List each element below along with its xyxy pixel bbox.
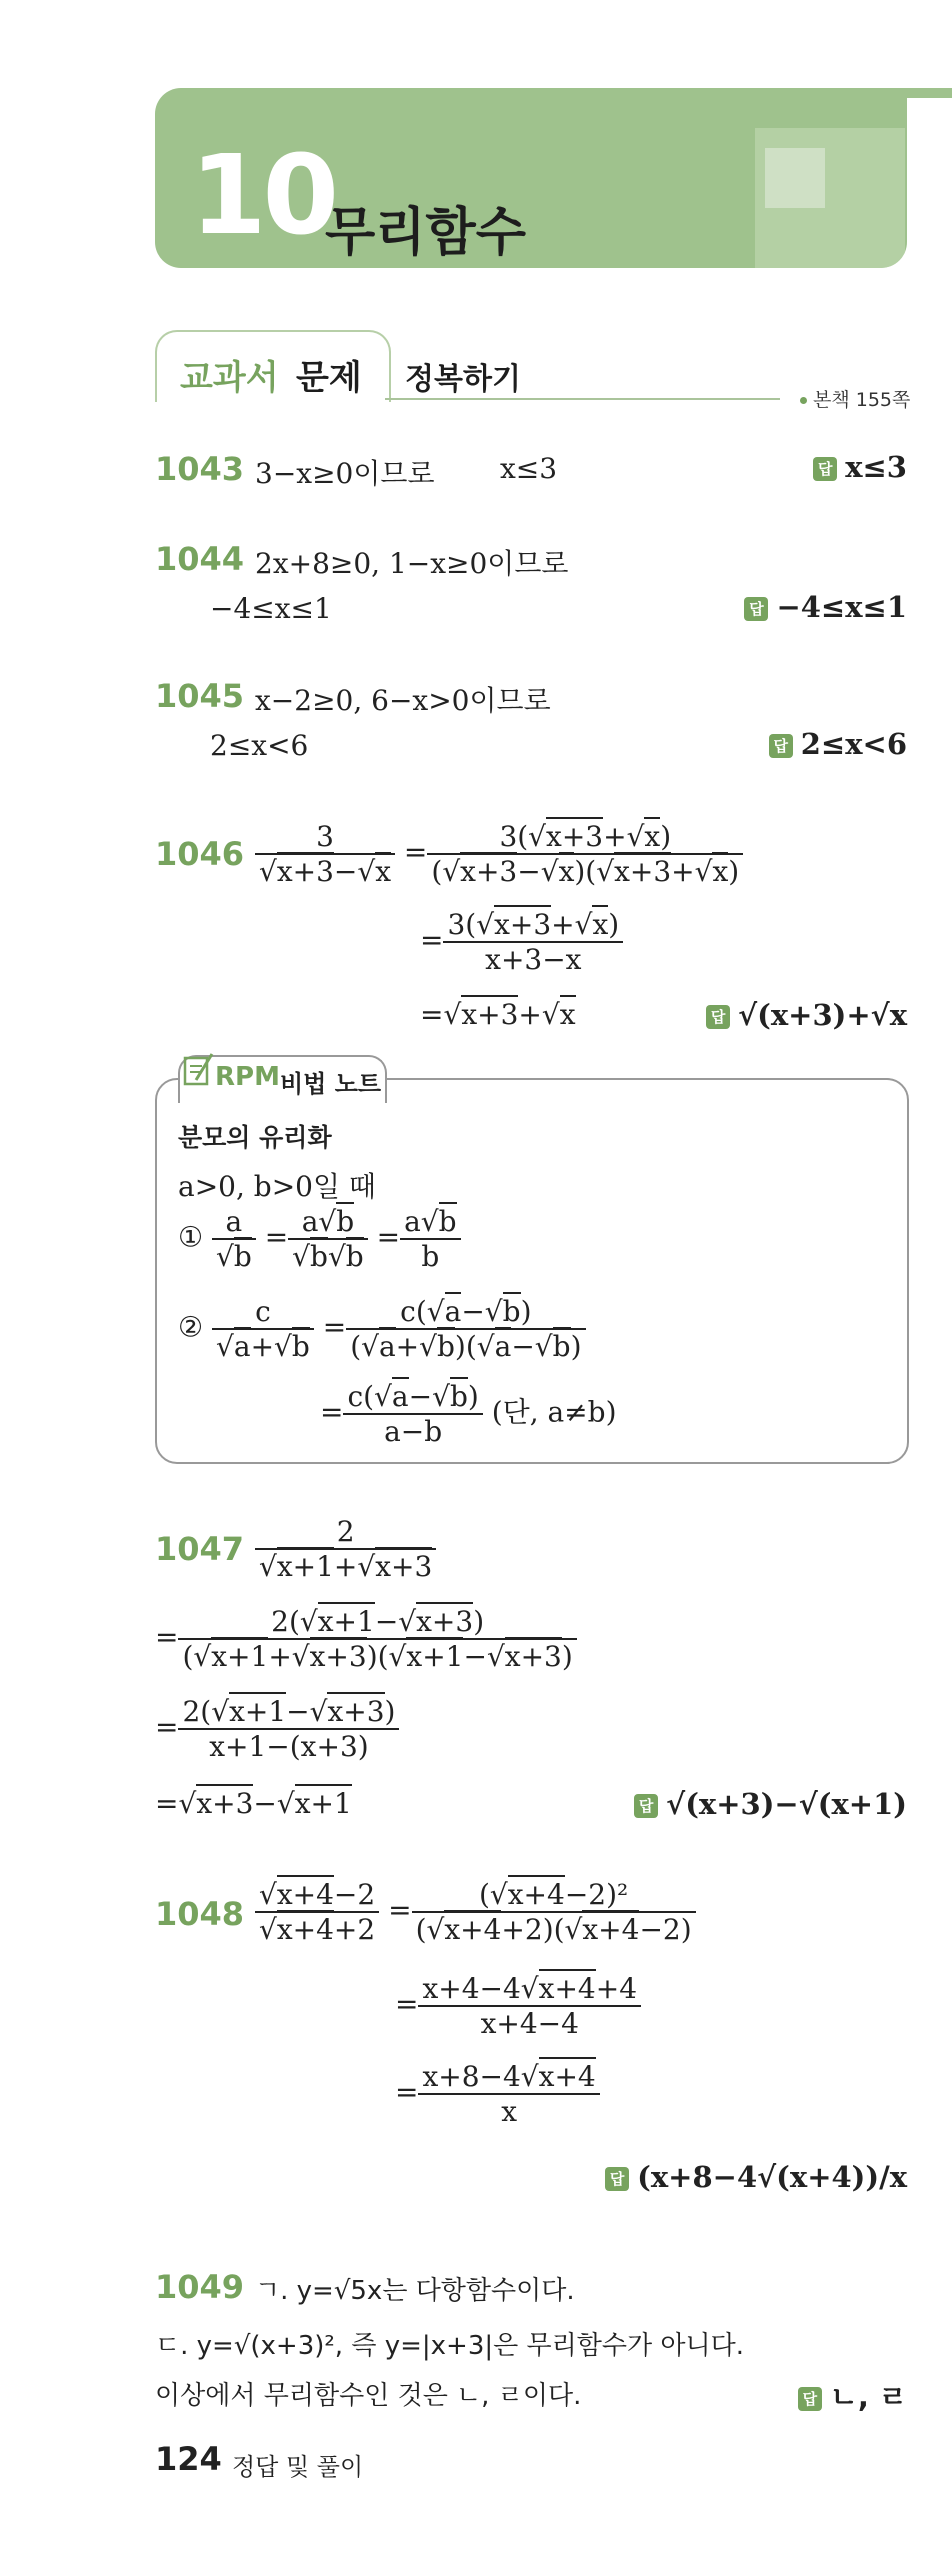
solution-line: x≤3 xyxy=(500,452,558,485)
equation-line: = $\frac{x+4-4√x+4+4}{x+4-4}$ xyxy=(395,1972,641,2040)
answer-badge-icon: 답 xyxy=(744,597,768,621)
page-number: 124 xyxy=(155,2440,222,2478)
equation-line: =√x+3+√x xyxy=(420,998,576,1031)
answer: 답 ㄴ, ㄹ xyxy=(798,2375,907,2416)
banner-decoration xyxy=(765,148,825,208)
solution-line: x−2≥0, 6−x>0이므로 xyxy=(255,684,551,717)
problem-number: 1049 xyxy=(155,2268,245,2306)
section-tab-label-a: 교과서 xyxy=(180,358,279,398)
chapter-number: 10 xyxy=(190,131,336,259)
page-reference: 본책 155쪽 xyxy=(800,385,910,412)
equation-line: $\frac{√x+4-2}{√x+4+2}$ = $\frac{\text{(√x+4−2)²}}{(√x+4+2)(√x+4-2)}$ xyxy=(255,1878,696,1946)
answer: 답 √(x+3)+√x xyxy=(706,998,907,1032)
solution-line: 2≤x<6 xyxy=(210,729,309,762)
note-formula-2: ② $\frac{c}{√a+√b}$ = $\frac{c(√a-√b)}{(√a+√b)(√a-√b)}$ xyxy=(178,1295,586,1363)
answer-badge-icon: 답 xyxy=(634,1794,658,1818)
answer: 답 x≤3 xyxy=(813,450,907,484)
answer-badge-icon: 답 xyxy=(798,2387,822,2411)
chapter-title: 무리함수 xyxy=(325,203,526,263)
bullet-icon xyxy=(800,397,807,404)
problem-number: 1047 xyxy=(155,1530,245,1568)
rpm-note-label: 비법 노트 xyxy=(280,1070,382,1098)
equation-line: $\frac{2}{√x+1+√x+3}$ xyxy=(255,1515,436,1583)
footer-text: 정답 및 풀이 xyxy=(232,2453,364,2481)
note-formula-1: ① $\frac{a}{√b}$ = $\frac{a√b}{√b√b}$ = $\frac{a√b}{b}$ xyxy=(178,1205,461,1273)
answer: 답 (x+8−4√(x+4))/x xyxy=(605,2160,907,2194)
solution-line: 3−x≥0이므로 xyxy=(255,457,435,490)
note-formula-2b: = $\frac{c(√a-√b)}{a-b}$ (단, a≠b) xyxy=(320,1380,617,1448)
pencil-note-icon xyxy=(182,1050,214,1088)
answer: 답 −4≤x≤1 xyxy=(744,590,907,624)
answer: 답 √(x+3)−√(x+1) xyxy=(634,1787,907,1821)
rpm-label: RPM xyxy=(215,1062,280,1092)
equation-line: =√x+3−√x+1 xyxy=(155,1787,352,1820)
problem-number: 1046 xyxy=(155,835,245,873)
solution-line: 2x+8≥0, 1−x≥0이므로 xyxy=(255,547,569,580)
solution-line: 이상에서 무리함수인 것은 ㄴ, ㄹ이다. xyxy=(155,2381,582,2411)
answer-badge-icon: 답 xyxy=(813,457,837,481)
note-condition: a>0, b>0일 때 xyxy=(178,1170,376,1203)
answer-badge-icon: 답 xyxy=(769,734,793,758)
equation-line: = $\frac{3(√x+3+√x)}{x+3-x}$ xyxy=(420,908,623,976)
note-heading: 분모의 유리화 xyxy=(178,1123,332,1152)
equation-line: = $\frac{x+8-4√x+4}{x}$ xyxy=(395,2060,600,2128)
solution-line: ㄱ. y=√5x는 다항함수이다. xyxy=(255,2276,575,2306)
problem-number: 1043 xyxy=(155,450,245,488)
equation-line: = $\frac{2(√x+1-√x+3)}{(√x+1+√x+3)(√x+1-√x+3)}$ xyxy=(155,1605,577,1673)
solution-line: −4≤x≤1 xyxy=(210,592,332,625)
solution-line: ㄷ. y=√(x+3)², 즉 y=|x+3|은 무리함수가 아니다. xyxy=(155,2331,744,2361)
answer: 답 2≤x<6 xyxy=(769,727,907,761)
section-subtitle: 정복하기 xyxy=(405,362,521,397)
equation-line: $\frac{3}{√x+3-√x}$ = $\frac{3(√x+3+√x)}{(√x+3-√x)(√x+3+√x)}$ xyxy=(255,820,743,888)
section-tab-label-b: 문제 xyxy=(296,358,362,398)
problem-number: 1044 xyxy=(155,540,245,578)
section-underline xyxy=(385,398,780,400)
problem-number: 1048 xyxy=(155,1895,245,1933)
answer-badge-icon: 답 xyxy=(605,2167,629,2191)
problem-number: 1045 xyxy=(155,677,245,715)
equation-line: = $\frac{2(√x+1-√x+3)}{x+1-(x+3)}$ xyxy=(155,1695,399,1763)
banner-corner-strip xyxy=(905,88,952,98)
answer-badge-icon: 답 xyxy=(706,1005,730,1029)
